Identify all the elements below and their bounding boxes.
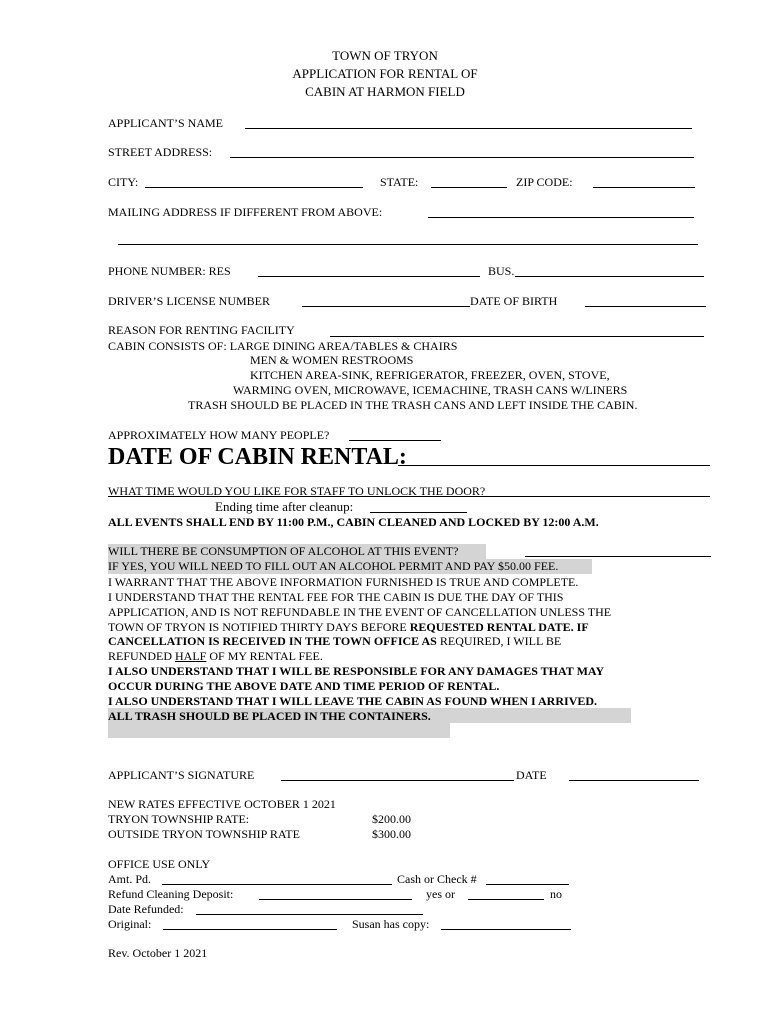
phone-res-label: PHONE NUMBER: RES — [108, 264, 231, 278]
signature-date-label: DATE — [516, 768, 547, 782]
office-use-title: OFFICE USE ONLY — [108, 857, 211, 871]
terms-line-7: I ALSO UNDERSTAND THAT I WILL BE RESPONSIBLE FOR ANY DAMAGES THAT MAY — [108, 664, 605, 678]
signature-label: APPLICANT’S SIGNATURE — [108, 768, 255, 782]
license-field[interactable] — [302, 306, 470, 307]
street-address-label: STREET ADDRESS: — [108, 145, 213, 159]
signature-field[interactable] — [281, 780, 514, 781]
alcohol-field[interactable] — [525, 556, 711, 557]
alcohol-fee-notice: IF YES, YOU WILL NEED TO FILL OUT AN ALCOHOL PERMIT AND PAY $50.00 FEE. — [108, 559, 559, 573]
terms-line-6-underlined: HALF — [175, 649, 207, 663]
terms-line-5 — [108, 634, 561, 648]
signature-date-field[interactable] — [569, 780, 699, 781]
terms-line-2: I UNDERSTAND THAT THE RENTAL FEE FOR THE CABIN IS DUE THE DAY OF THIS — [108, 590, 564, 604]
state-label: STATE: — [380, 175, 419, 189]
highlight-bottom-block — [108, 722, 450, 738]
rental-date-label: DATE OF CABIN RENTAL: — [108, 444, 407, 470]
tryon-rate-label: TRYON TOWNSHIP RATE: — [108, 812, 250, 826]
terms-line-5-bold: CANCELLATION IS RECEIVED IN THE TOWN OFFICE AS — [108, 634, 437, 648]
date-refunded-label: Date Refunded: — [108, 902, 184, 916]
refund-yes-or-label: yes or — [426, 887, 455, 901]
state-field[interactable] — [431, 187, 507, 188]
outside-rate-value: $300.00 — [372, 827, 411, 841]
people-field[interactable] — [349, 440, 441, 441]
original-field[interactable] — [163, 929, 337, 930]
unlock-time-field[interactable] — [108, 496, 710, 497]
events-end-notice: ALL EVENTS SHALL END BY 11:00 P.M., CABIN CLEANED AND LOCKED BY 12:00 A.M. — [108, 515, 599, 529]
unlock-time-label: WHAT TIME WOULD YOU LIKE FOR STAFF TO UNLOCK THE DOOR? — [108, 484, 486, 498]
cabin-trash-note: TRASH SHOULD BE PLACED IN THE TRASH CANS AND LEFT INSIDE THE CABIN. — [188, 398, 638, 412]
terms-line-4-bold: REQUESTED RENTAL DATE. IF — [409, 620, 589, 634]
city-field[interactable] — [145, 187, 363, 188]
revision-note: Rev. October 1 2021 — [108, 946, 208, 960]
title-application: APPLICATION FOR RENTAL OF — [292, 66, 478, 81]
title-town: TOWN OF TRYON — [332, 48, 438, 63]
zip-field[interactable] — [593, 187, 695, 188]
street-address-field[interactable] — [230, 157, 694, 158]
terms-line-6-text: REFUNDED — [108, 649, 176, 663]
amount-paid-field[interactable] — [162, 884, 392, 885]
refund-no-field[interactable] — [468, 899, 544, 900]
city-label: CITY: — [108, 175, 139, 189]
susan-copy-field[interactable] — [441, 929, 571, 930]
terms-line-8: OCCUR DURING THE ABOVE DATE AND TIME PERIOD OF RENTAL. — [108, 679, 500, 693]
cabin-kitchen: KITCHEN AREA-SINK, REFRIGERATOR, FREEZER, OVEN, STOVE, — [250, 368, 610, 382]
refund-yes-field[interactable] — [259, 899, 412, 900]
susan-copy-label: Susan has copy: — [352, 917, 430, 931]
rental-date-field[interactable] — [398, 465, 710, 466]
license-label: DRIVER’S LICENSE NUMBER — [108, 294, 271, 308]
terms-line-3: APPLICATION, AND IS NOT REFUNDABLE IN THE EVENT OF CANCELLATION UNLESS THE — [108, 605, 612, 619]
cash-check-label: Cash or Check # — [397, 872, 477, 886]
people-label: APPROXIMATELY HOW MANY PEOPLE? — [108, 428, 330, 442]
terms-line-6-end: OF MY RENTAL FEE. — [206, 649, 323, 663]
phone-bus-field[interactable] — [515, 276, 704, 277]
mailing-address-field[interactable] — [428, 217, 694, 218]
refund-deposit-label: Refund Cleaning Deposit: — [108, 887, 234, 901]
terms-line-4 — [108, 620, 589, 634]
ending-time-label: Ending time after cleanup: — [215, 499, 354, 514]
cabin-restrooms: MEN & WOMEN RESTROOMS — [250, 353, 414, 367]
terms-line-5-text: REQUIRED, I WILL BE — [436, 634, 562, 648]
reason-field[interactable] — [330, 336, 704, 337]
title-cabin: CABIN AT HARMON FIELD — [305, 84, 465, 99]
cash-check-field[interactable] — [486, 884, 569, 885]
applicant-name-label: APPLICANT’S NAME — [108, 116, 224, 130]
mailing-address-label: MAILING ADDRESS IF DIFFERENT FROM ABOVE: — [108, 205, 383, 219]
dob-field[interactable] — [585, 306, 706, 307]
zip-label: ZIP CODE: — [516, 175, 573, 189]
terms-line-6 — [108, 649, 323, 663]
cabin-consists-label: CABIN CONSISTS OF: LARGE DINING AREA/TABLES & CHAIRS — [108, 339, 458, 353]
terms-line-10: ALL TRASH SHOULD BE PLACED IN THE CONTAINERS. — [108, 709, 431, 723]
cabin-appliances: WARMING OVEN, MICROWAVE, ICEMACHINE, TRASH CANS W/LINERS — [233, 383, 628, 397]
original-label: Original: — [108, 917, 152, 931]
phone-res-field[interactable] — [258, 276, 480, 277]
refund-no-label: no — [550, 887, 562, 901]
ending-time-field[interactable] — [370, 512, 467, 513]
dob-label: DATE OF BIRTH — [470, 294, 558, 308]
applicant-name-field[interactable] — [245, 128, 692, 129]
reason-label: REASON FOR RENTING FACILITY — [108, 323, 295, 337]
terms-line-4-text: TOWN OF TRYON IS NOTIFIED THIRTY DAYS BEFORE — [108, 620, 410, 634]
amount-paid-label: Amt. Pd. — [108, 872, 152, 886]
outside-rate-label: OUTSIDE TRYON TOWNSHIP RATE — [108, 827, 300, 841]
tryon-rate-value: $200.00 — [372, 812, 411, 826]
phone-bus-label: BUS. — [488, 264, 515, 278]
mailing-address-field-2[interactable] — [118, 244, 698, 245]
rates-title: NEW RATES EFFECTIVE OCTOBER 1 2021 — [108, 797, 336, 811]
terms-line-1: I WARRANT THAT THE ABOVE INFORMATION FURNISHED IS TRUE AND COMPLETE. — [108, 575, 579, 589]
terms-line-9: I ALSO UNDERSTAND THAT I WILL LEAVE THE CABIN AS FOUND WHEN I ARRIVED. — [108, 694, 598, 708]
date-refunded-field[interactable] — [196, 914, 423, 915]
alcohol-question: WILL THERE BE CONSUMPTION OF ALCOHOL AT THIS EVENT? — [108, 544, 459, 558]
